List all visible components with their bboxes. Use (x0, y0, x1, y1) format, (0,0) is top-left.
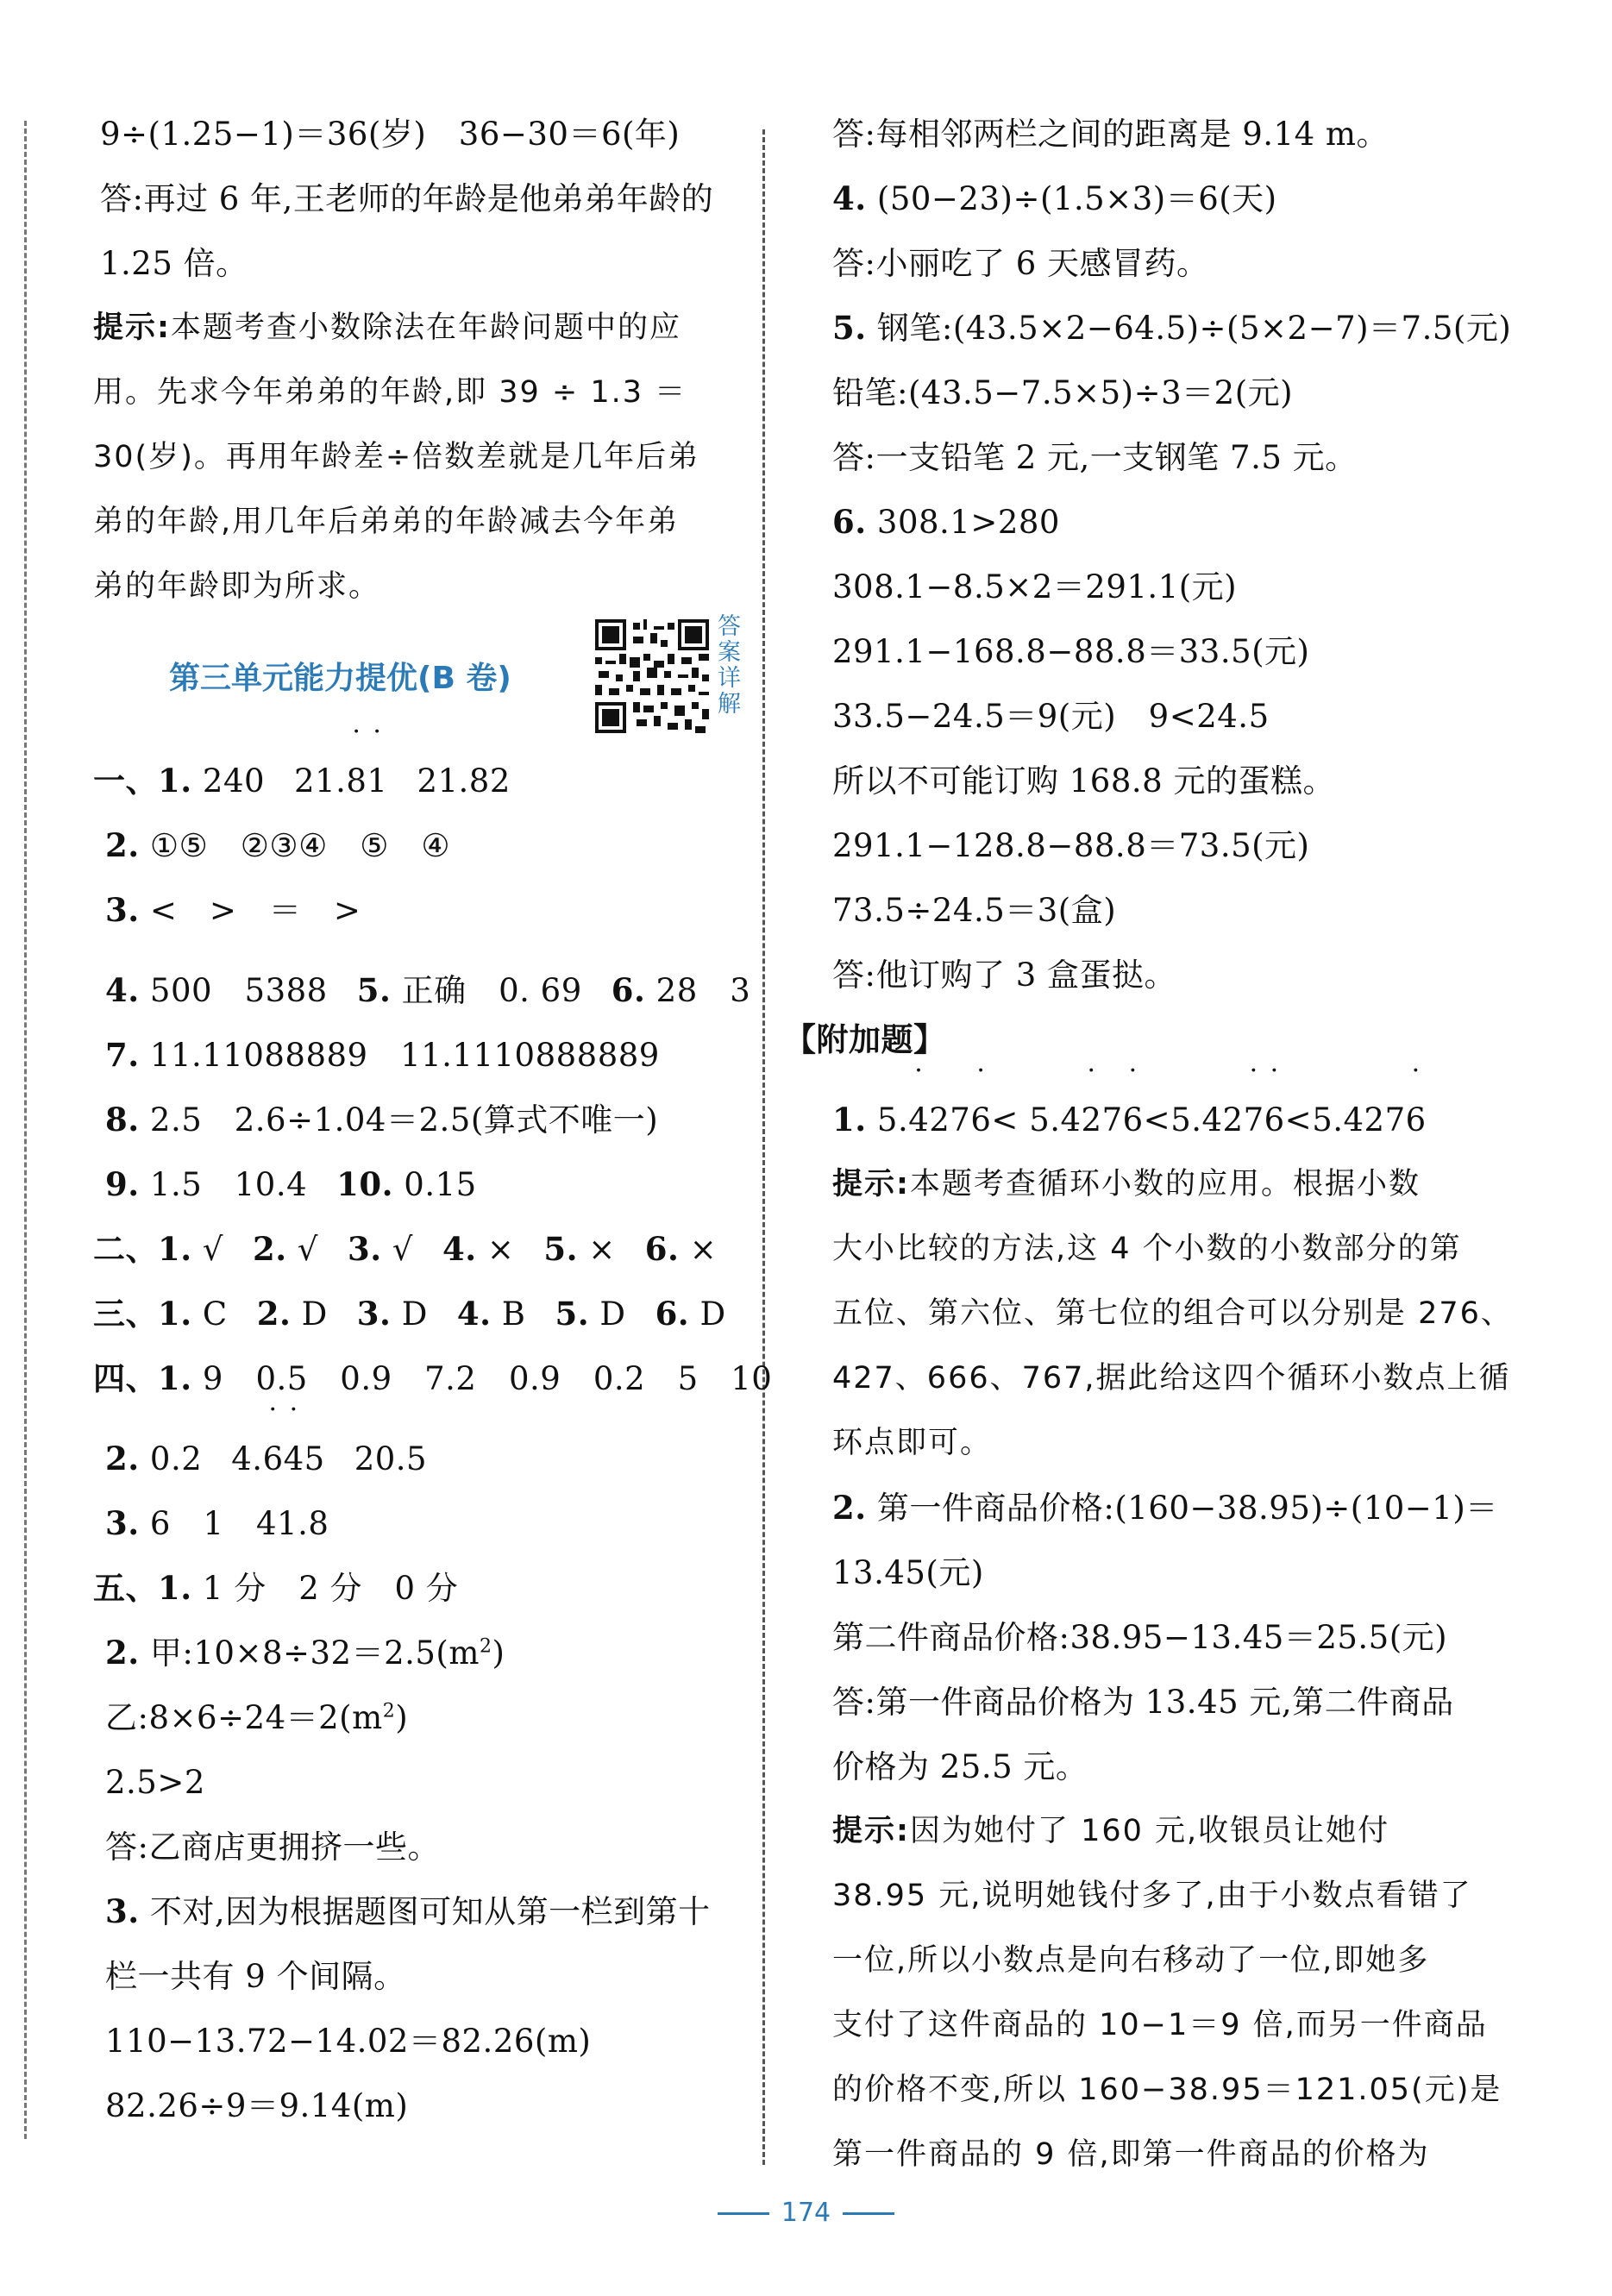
hint-line-4: 弟的年龄,用几年后弟弟的年龄减去今年弟 (93, 505, 680, 539)
q5-calc (832, 296, 1512, 361)
hint-line-3: 30(岁)。再用年龄差÷倍数差就是几年后弟 (93, 440, 700, 474)
qr-caption: 答案详解 (718, 613, 741, 718)
section-4-q3 (93, 1491, 749, 1556)
question-number: 6. (655, 1295, 690, 1333)
section-1-q2 (93, 813, 749, 878)
section-5-q2-c: 2.5>2 (105, 1764, 205, 1801)
extra-hint-2: 大小比较的方法,这 4 个小数的小数部分的第 (832, 1232, 1462, 1266)
less-than-sign: < (1143, 1101, 1171, 1139)
answer-text: 9 0.5 0.9 7.2 0.9 0.2 5 10 (202, 1360, 773, 1397)
hint-line-5: 弟的年龄即为所求。 (93, 569, 381, 604)
superscript: 2 (479, 1635, 492, 1658)
answer-text: 0.15 (404, 1166, 477, 1203)
repeat-digit: 6 · (1406, 1088, 1427, 1152)
extra-q1 (832, 1088, 1488, 1152)
q4-answer: 答:小丽吃了 6 天感冒药。 (832, 245, 1209, 282)
decimal-part: 5. (876, 1101, 909, 1139)
extra-hint-1 (832, 1152, 1488, 1217)
question-number: 6. (644, 1230, 680, 1268)
repeat-digit: 6 · (1123, 1088, 1144, 1152)
section-5-q2-a (93, 1621, 749, 1685)
age-answer-line-1: 答:再过 6 年,王老师的年龄是他弟弟年龄的 (100, 180, 714, 217)
q6-step-1: 308.1−8.5×2＝291.1(元) (832, 568, 1238, 605)
answer-text: ) (492, 1634, 505, 1672)
q6-answer: 答:他订购了 3 盒蛋挞。 (832, 957, 1177, 994)
repeat-digit: 2 · (1082, 1088, 1102, 1152)
question-number: 4. (105, 971, 140, 1009)
repeat-digit: 4 · (284, 1427, 304, 1491)
section-1-q1 (93, 749, 749, 813)
answer-text: 乙:8×6÷24＝2(m (105, 1699, 383, 1736)
answer-text: 正确 0. 69 (401, 972, 582, 1009)
less-than-sign: < (1284, 1101, 1313, 1139)
answer-text: 28 3 (655, 972, 751, 1009)
question-number: 1. (158, 1230, 192, 1268)
answer-value: 21.82 (417, 762, 511, 800)
answer-value: 20.5 (354, 1440, 428, 1477)
question-number: 10. (336, 1165, 394, 1203)
q4-calc (832, 166, 1488, 231)
answer-text: (50−23)÷(1.5×3)＝6(天) (876, 180, 1277, 217)
question-number: 3. (105, 891, 140, 929)
decimal-part: 7 (1101, 1101, 1123, 1139)
extra-q2-c: 第二件商品价格:38.95−13.45＝25.5(元) (832, 1619, 1448, 1656)
question-number: 1. (158, 1359, 192, 1397)
question-number: 9. (105, 1165, 140, 1203)
repeating-decimal (877, 1101, 992, 1139)
question-number: 4. (832, 179, 867, 217)
answer-text: 500 5388 (149, 972, 328, 1009)
q6-step-5: 291.1−128.8−88.8＝73.5(元) (832, 827, 1310, 864)
column-divider (762, 129, 765, 2165)
q5-pencil: 铅笔:(43.5−7.5×5)÷3＝2(元) (832, 374, 1294, 411)
repeat-digit: 8 · (346, 749, 367, 813)
decimal-part: 5 (304, 1440, 325, 1477)
q6-step-6: 73.5÷24.5＝3(盒) (832, 892, 1117, 929)
question-number: 2. (105, 1440, 140, 1477)
section-1-prefix: 一、 (93, 762, 158, 800)
extra-q2-d: 答:第一件商品价格为 13.45 元,第二件商品 (832, 1684, 1454, 1721)
answer-text: 11.11088889 11.1110888889 (149, 1037, 660, 1074)
hint-text: 本题考查小数除法在年龄问题中的应 (171, 311, 682, 345)
question-number: 3. (105, 1504, 140, 1542)
answer-value: × (588, 1231, 616, 1268)
q6-compare (832, 490, 1488, 555)
section-4-prefix: 四、 (93, 1360, 158, 1397)
repeating-decimal (231, 1440, 324, 1477)
answer-value: D (401, 1295, 428, 1333)
repeating-decimal (1312, 1101, 1426, 1139)
age-calc-line: 9÷(1.25−1)＝36(岁) 36−30＝6(年) (100, 116, 681, 153)
answer-text: 钢笔:(43.5×2−64.5)÷(5×2−7)＝7.5(元) (876, 310, 1512, 347)
answer-text: 2.5 2.6÷1.04＝2.5(算式不唯一) (149, 1101, 659, 1139)
hint-line-2: 用。先求今年弟弟的年龄,即 39 ÷ 1.3 ＝ (93, 375, 687, 410)
section-5-q3-b: 栏一共有 9 个间隔。 (105, 1958, 406, 1995)
footer-rule-left (718, 2212, 769, 2215)
answer-text: < > ＝ > (149, 892, 361, 929)
extra-hint2-1 (832, 1799, 1488, 1864)
answer-text: 6 1 41.8 (149, 1505, 329, 1542)
repeat-digit: 1 · (367, 749, 387, 813)
answer-text: ①⑤ ②③④ ⑤ ④ (149, 827, 451, 864)
page-number: 174 (781, 2198, 831, 2228)
page-footer (0, 2198, 1612, 2228)
repeat-digit: 4 · (908, 1088, 929, 1152)
question-number: 3. (356, 1295, 392, 1333)
section-2-row (93, 1217, 749, 1282)
unit-title-block (93, 613, 749, 749)
question-number: 4. (456, 1295, 492, 1333)
question-number: 6. (832, 503, 867, 541)
extra-hint2-6: 第一件商品的 9 倍,即第一件商品的价格为 (832, 2137, 1430, 2172)
section-3-prefix: 三、 (93, 1295, 158, 1333)
answer-value: D (699, 1295, 726, 1333)
extra-q2-e: 价格为 25.5 元。 (832, 1748, 1088, 1785)
extra-hint2-2: 38.95 元,说明她钱付多了,由于小数点看错了 (832, 1879, 1472, 1913)
extra-q2-b: 13.45(元) (832, 1554, 984, 1591)
repeating-decimal (1170, 1101, 1284, 1139)
answer-value: 0.2 (149, 1440, 203, 1477)
section-3-row (93, 1282, 749, 1346)
q5-answer: 答:一支铅笔 2 元,一支钢笔 7.5 元。 (832, 439, 1358, 476)
decimal-part: 27 (929, 1101, 971, 1139)
question-number: 5. (555, 1295, 590, 1333)
repeat-digit: 7 · (1244, 1088, 1264, 1152)
question-number: 8. (105, 1101, 140, 1139)
answer-text: 甲:10×8÷32＝2.5(m (149, 1634, 480, 1672)
hint-label: 提示: (832, 1167, 910, 1201)
extra-hint2-4: 支付了这件商品的 10−1＝9 倍,而另一件商品 (832, 2008, 1488, 2042)
extra-hint-5: 环点即可。 (832, 1426, 993, 1460)
repeat-digit: 6 · (970, 1088, 991, 1152)
section-1-q4-6 (93, 958, 749, 1023)
question-number: 6. (611, 971, 646, 1009)
question-number: 2. (256, 1295, 292, 1333)
hint-label: 提示: (93, 311, 171, 345)
section-4-q2 (93, 1427, 749, 1491)
qr-code[interactable] (595, 619, 709, 733)
extra-hint-3: 五位、第六位、第七位的组合可以分别是 276、 (832, 1296, 1513, 1331)
answer-value: C (202, 1295, 228, 1333)
decimal-part: 5.4 (1029, 1101, 1082, 1139)
section-5-q3-c: 110−13.72−14.02＝82.26(m) (105, 2023, 592, 2060)
section-2-prefix: 二、 (93, 1231, 158, 1268)
section-1-q7 (93, 1023, 749, 1088)
extra-q2-a (832, 1476, 1498, 1540)
question-number: 5. (356, 971, 392, 1009)
answer-text: 1 分 2 分 0 分 (202, 1570, 459, 1607)
hint-line-1 (93, 296, 749, 361)
answer-text: 308.1>280 (876, 504, 1060, 541)
section-1-q8 (93, 1088, 749, 1152)
hint-text: 因为她付了 160 元,收银员让她付 (910, 1814, 1390, 1848)
answer-value: B (501, 1295, 526, 1333)
answer-value: D (599, 1295, 626, 1333)
extra-hint2-5: 的价格不变,所以 160−38.95＝121.05(元)是 (832, 2073, 1502, 2107)
answer-text: ) (395, 1699, 409, 1736)
answer-text: 不对,因为根据题图可知从第一栏到第十 (149, 1893, 711, 1930)
section-5-q3-a (93, 1879, 749, 1944)
answer-value: √ (392, 1231, 413, 1268)
decimal-part: 5.42 (1170, 1101, 1244, 1139)
question-number: 2. (105, 1634, 140, 1672)
question-number: 1. (158, 1569, 192, 1607)
answer-value: D (301, 1295, 328, 1333)
answer-value: × (486, 1231, 515, 1268)
answer-value: √ (297, 1231, 318, 1268)
section-5-q2-b (93, 1685, 749, 1750)
extra-hint-4: 427、666、767,据此给这四个循环小数点上循 (832, 1361, 1511, 1396)
question-number: 7. (105, 1036, 140, 1074)
repeat-digit: 6 · (1264, 1088, 1285, 1152)
question-number: 1. (158, 1295, 192, 1333)
q6-step-3: 33.5−24.5＝9(元) 9<24.5 (832, 698, 1270, 735)
answer-value: × (689, 1231, 718, 1268)
answer-value: √ (202, 1231, 223, 1268)
section-5-q1 (93, 1556, 749, 1621)
repeat-digit: 6 · (263, 1427, 284, 1491)
section-5-prefix: 五、 (93, 1570, 158, 1607)
age-answer-line-2: 1.25 倍。 (100, 245, 248, 282)
question-number: 4. (442, 1230, 477, 1268)
decimal-part: 21. (294, 762, 347, 800)
question-number: 1. (832, 1101, 867, 1139)
repeating-decimal (294, 762, 387, 800)
section-1-q3 (93, 878, 749, 943)
section-5-q3-d: 82.26÷9＝9.14(m) (105, 2087, 409, 2124)
answer-text: 第一件商品价格:(160−38.95)÷(10−1)＝ (876, 1490, 1498, 1527)
unit-title: 第三单元能力提优(B 卷) (169, 661, 511, 696)
answer-text: 1.5 10.4 (149, 1166, 308, 1203)
section-5-q2-d: 答:乙商店更拥挤一些。 (105, 1829, 440, 1866)
right-column (784, 102, 1513, 2187)
fence-answer: 答:每相邻两栏之间的距离是 9.14 m。 (832, 116, 1389, 153)
question-number: 2. (832, 1489, 867, 1527)
less-than-sign: < (991, 1101, 1019, 1139)
q6-step-4: 所以不可能订购 168.8 元的蛋糕。 (832, 762, 1335, 800)
section-1-q9-10 (93, 1152, 749, 1217)
extra-hint2-3: 一位,所以小数点是向右移动了一位,即她多 (832, 1943, 1430, 1978)
question-number: 2. (105, 826, 140, 864)
question-number: 5. (543, 1230, 579, 1268)
decimal-part: 4. (231, 1440, 263, 1477)
question-number: 2. (252, 1230, 287, 1268)
extra-questions-title: 【附加题】 (784, 1021, 946, 1058)
question-number: 1. (158, 762, 192, 800)
question-number: 3. (105, 1892, 140, 1930)
q6-step-2: 291.1−168.8−88.8＝33.5(元) (832, 633, 1310, 670)
hint-text: 本题考查循环小数的应用。根据小数 (910, 1167, 1421, 1201)
question-number: 3. (347, 1230, 382, 1268)
hint-label: 提示: (832, 1814, 910, 1848)
footer-rule-right (843, 2212, 894, 2215)
left-column (93, 102, 773, 2138)
answer-value: 240 (202, 762, 266, 800)
section-4-q1 (93, 1346, 773, 1411)
decimal-part: 5.427 (1312, 1101, 1406, 1139)
superscript: 2 (382, 1700, 396, 1722)
binding-margin-line (24, 121, 27, 2139)
question-number: 5. (832, 309, 867, 347)
repeating-decimal (1029, 1101, 1143, 1139)
qr-code-icon (595, 619, 709, 733)
